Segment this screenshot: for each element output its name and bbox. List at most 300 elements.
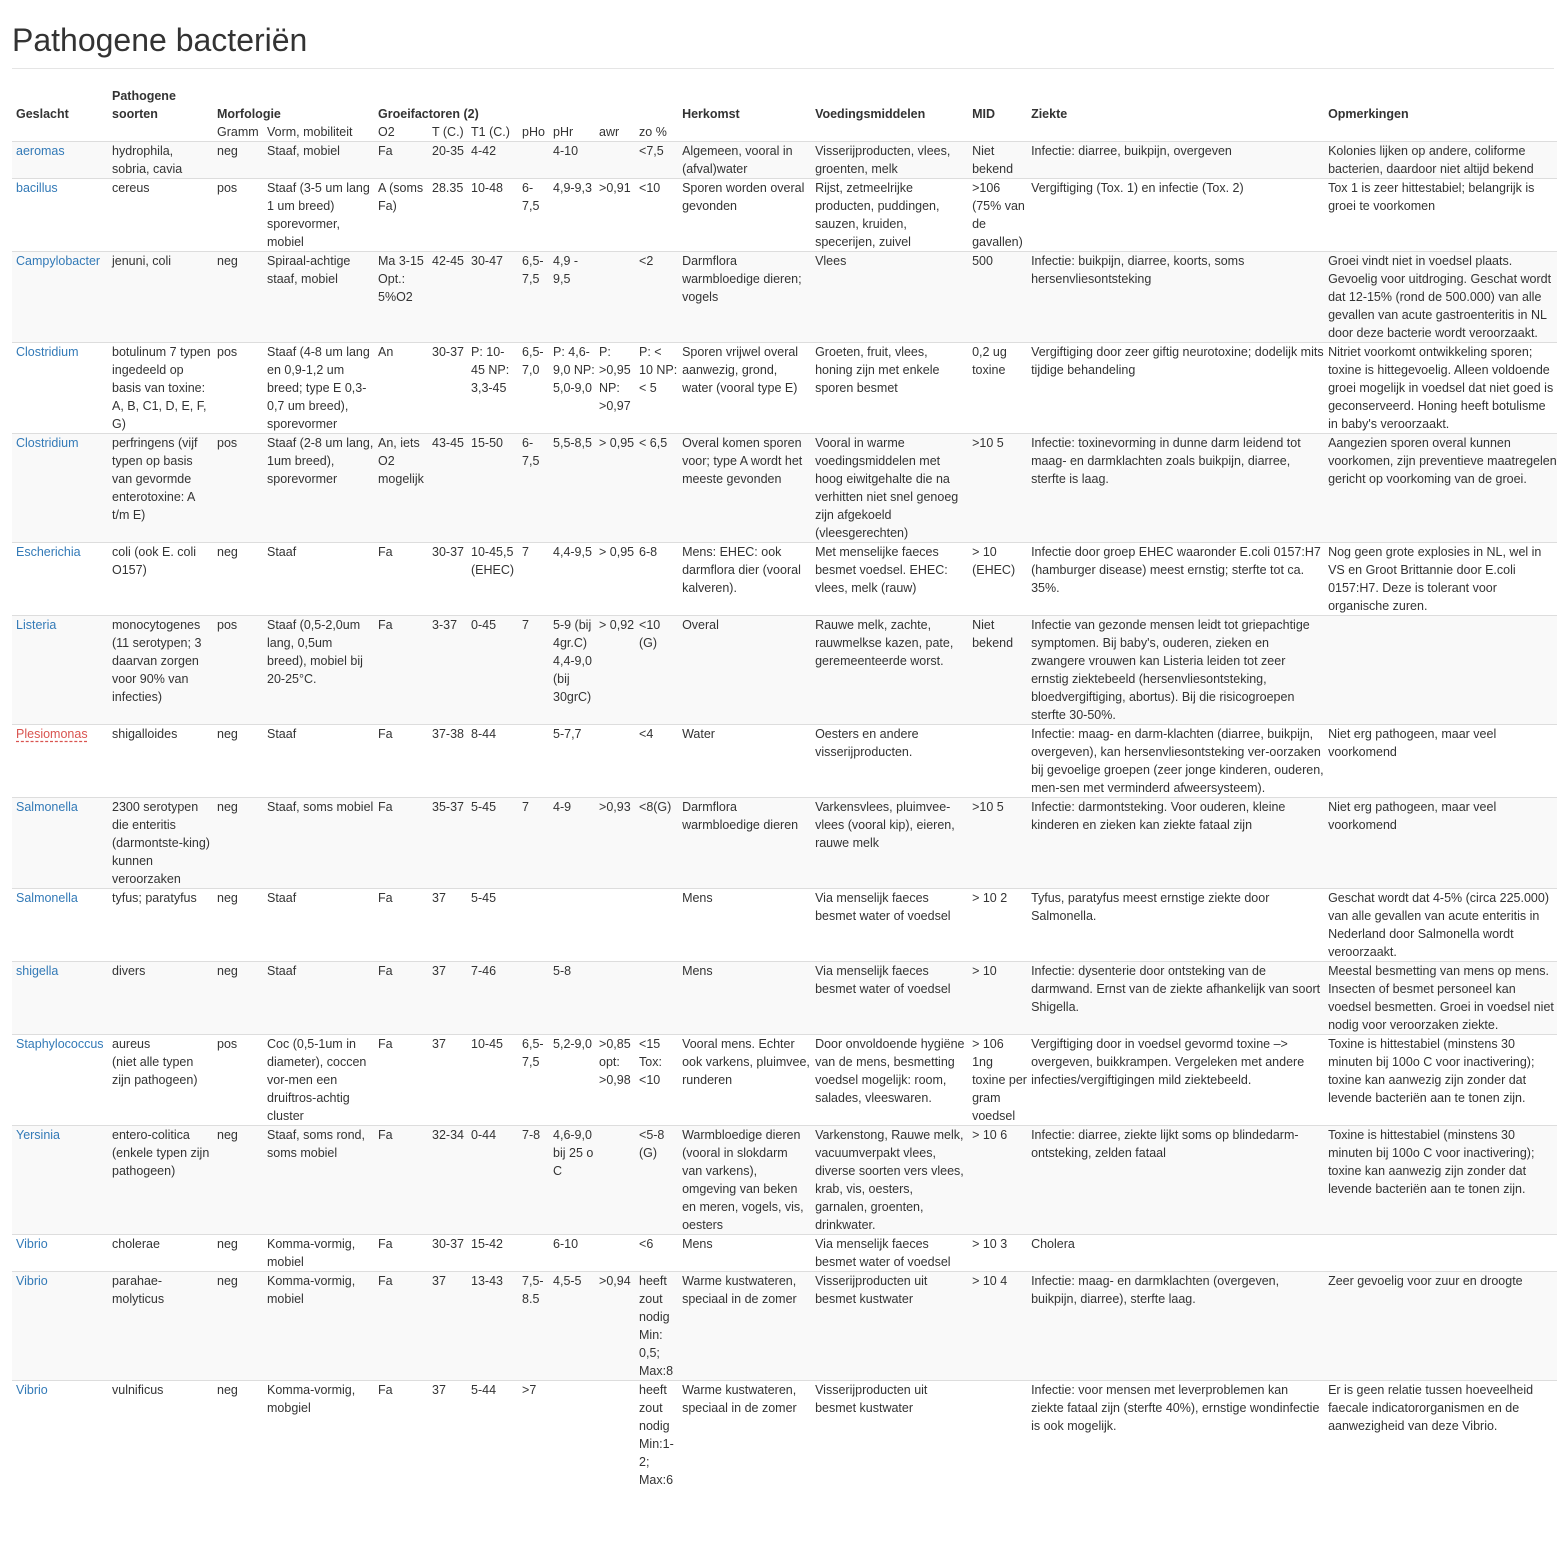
cell-t: 28.35 [432,181,464,195]
table-row [12,1272,1557,1381]
col-herkomst: Herkomst [682,107,740,121]
cell-ziekte: Infectie: diarree, buikpijn, overgeven [1031,144,1232,158]
cell-awr [595,725,635,798]
cell-geslacht [12,1272,108,1381]
cell-phr [549,889,595,962]
cell-awr: >0,91 [599,181,631,195]
cell-ziekte: Infectie: dysenterie door ontsteking van de darmwand. Ernst van de ziekte afhankelijk van soort Shigella. [1031,964,1321,1014]
col-awr: awr [595,123,635,142]
genus-link[interactable]: Staphylococcus [16,1037,104,1051]
cell-gramm: pos [217,181,238,195]
cell-o2: Fa [378,1237,393,1251]
table-row [12,616,1557,725]
cell-voedingsmiddelen: Vooral in warme voedingsmiddelen met hoog eiwitgehalte die na verhitten niet snel genoeg zijn afgekoeld (vleesgerechten) [815,436,959,540]
cell-herkomst: Mens: EHEC: ook darmflora dier (vooral kalveren). [682,545,801,595]
page-title: Pathogene bacteriën [12,22,1554,69]
cell-o2: Fa [378,727,393,741]
cell-soorten: vulnificus [112,1383,164,1397]
cell-voedingsmiddelen: Oesters en andere visserijproducten. [815,727,919,759]
cell-t1: 5-44 [471,1383,497,1397]
cell-herkomst: Warme kustwateren, speciaal in de zomer [682,1274,797,1306]
table-body [12,142,1557,1490]
cell-t1: 10-45,5 (EHEC) [471,545,515,577]
cell-ziekte: Infectie: maag- en darmklachten (overgeven, buikpijn, diarree), sterfte laag. [1031,1274,1280,1306]
cell-herkomst: Overal [682,618,719,632]
cell-mid: >10 5 [972,436,1004,450]
cell-ziekte: Vergiftiging (Tox. 1) en infectie (Tox. 2) [1031,181,1244,195]
cell-t1: 4-42 [471,144,497,158]
cell-t1: 0-45 [471,618,497,632]
cell-awr [595,1381,635,1490]
cell-soorten: tyfus; paratyfus [112,891,197,905]
genus-link[interactable]: Yersinia [16,1128,61,1142]
cell-soorten: jenuni, coli [112,254,172,268]
table-row [12,798,1557,889]
genus-link[interactable]: Salmonella [16,891,78,905]
cell-herkomst: Darmflora warmbloedige dieren [682,800,799,832]
cell-gramm: neg [217,545,238,559]
cell-herkomst: Warmbloedige dieren (vooral in slokdarm van varkens), omgeving van beken en meren, vogels, vis, oesters [682,1128,804,1232]
cell-mid [968,1381,1027,1490]
table-row [12,543,1557,616]
cell-o2: Fa [378,1037,393,1051]
cell-mid: > 10 6 [972,1128,1008,1142]
cell-voedingsmiddelen: Vlees [815,254,847,268]
cell-vorm: Staaf [267,891,297,905]
cell-zo: heeft zout nodig Min:1-2; Max:6 [639,1383,674,1487]
genus-link[interactable]: Vibrio [16,1237,48,1251]
col-phr: pHr [549,123,595,142]
genus-link[interactable]: Campylobacter [16,254,101,268]
cell-awr [595,889,635,962]
cell-herkomst: Darmflora warmbloedige dieren; vogels [682,254,802,304]
cell-t1: 8-44 [471,727,497,741]
cell-o2: Fa [378,800,393,814]
cell-o2: An, iets O2 mogelijk [378,436,424,486]
cell-o2: Fa [378,1383,393,1397]
table-row [12,725,1557,798]
cell-soorten: shigalloides [112,727,178,741]
cell-vorm: Komma-vormig, mobiel [267,1274,356,1306]
cell-phr: 6-10 [553,1237,579,1251]
cell-awr: > 0,95 [599,436,635,450]
cell-t: 20-35 [432,144,464,158]
cell-t1: 0-44 [471,1128,497,1142]
cell-phr: 5,2-9,0 [553,1037,592,1051]
cell-t1: P: 10-45 NP: 3,3-45 [471,345,510,395]
cell-t1: 30-47 [471,254,503,268]
cell-gramm: neg [217,964,238,978]
cell-vorm: Staaf (2-8 um lang, 1um breed), sporevormer [267,436,374,486]
cell-vorm: Staaf [267,545,297,559]
cell-gramm: pos [217,345,238,359]
cell-phr: 4-10 [553,144,579,158]
table-row [12,343,1557,434]
cell-opmerkingen: Niet erg pathogeen, maar veel voorkomend [1328,800,1497,832]
col-t: T (C.) [428,123,467,142]
cell-vorm: Staaf [267,964,297,978]
cell-herkomst: Water [682,727,715,741]
cell-soorten: entero-colitica (enkele typen zijn pathogeen) [112,1128,210,1178]
genus-link[interactable]: Clostridium [16,345,79,359]
cell-soorten: cereus [112,181,150,195]
cell-t: 42-45 [432,254,464,268]
table-row [12,1235,1557,1272]
cell-awr: > 0,95 [599,545,635,559]
cell-t: 30-37 [432,545,464,559]
cell-pho: >7 [522,1383,537,1397]
cell-mid: > 10 3 [972,1237,1008,1251]
cell-awr: >0,94 [599,1274,631,1288]
cell-ziekte: Tyfus, paratyfus meest ernstige ziekte door Salmonella. [1031,891,1270,923]
cell-phr: 5-9 (bij 4gr.C) 4,4-9,0 (bij 30grC) [553,618,592,704]
bacteria-table [12,87,1557,1489]
cell-gramm: pos [217,618,238,632]
cell-ziekte: Vergiftiging door zeer giftig neurotoxine; dodelijk mits tijdige behandeling [1031,345,1324,377]
cell-geslacht [12,343,108,434]
cell-soorten: divers [112,964,146,978]
cell-opmerkingen: Toxine is hittestabiel (minstens 30 minuten bij 100o C voor inactivering); toxine kan aanwezig zijn zonder dat levende bacteriën aan te tonen zijn. [1328,1128,1535,1196]
cell-mid: >10 5 [972,800,1004,814]
cell-t: 37 [432,1037,446,1051]
col-pathogene-soorten: Pathogene soorten [112,89,176,121]
cell-phr: 5-8 [553,964,572,978]
cell-vorm: Komma-vormig, mobgiel [267,1383,356,1415]
cell-ziekte: Cholera [1031,1237,1075,1251]
col-ziekte: Ziekte [1031,107,1068,121]
cell-zo: P: < 10 NP: < 5 [639,345,678,395]
cell-opmerkingen: Geschat wordt dat 4-5% (circa 225.000) van alle gevallen van acute enteritis in Nederland door Salmonella wordt veroorzaakt. [1328,891,1550,959]
cell-geslacht [12,142,108,179]
cell-o2: Fa [378,618,393,632]
cell-gramm: pos [217,436,238,450]
cell-vorm: Staaf (4-8 um lang en 0,9-1,2 um breed; type E 0,3-0,7 um breed), sporevormer [267,345,370,431]
cell-opmerkingen: Toxine is hittestabiel (minstens 30 minuten bij 100o C voor inactivering); toxine kan aanwezig zijn zonder dat levende bacteriën aan te tonen zijn. [1328,1037,1535,1105]
cell-vorm: Staaf, mobiel [267,144,340,158]
cell-opmerkingen: Groei vindt niet in voedsel plaats. Gevoelig voor uitdroging. Geschat wordt dat 12-15% (rond de 500.000) van alle gevallen van acute gastroenteritis in NL door deze bacterie wordt veroorzaakt. [1328,254,1552,340]
cell-vorm: Staaf (3-5 um lang 1 um breed) sporevormer, mobiel [267,181,370,249]
cell-t1: 15-42 [471,1237,503,1251]
cell-zo [635,962,678,1035]
cell-geslacht [12,1381,108,1490]
cell-zo: <10 [639,181,661,195]
cell-vorm: Spiraal-achtige staaf, mobiel [267,254,351,286]
cell-gramm: neg [217,1237,238,1251]
col-zo: zo % [635,123,678,142]
table-row [12,1035,1557,1126]
cell-voedingsmiddelen: Via menselijk faeces besmet water of voedsel [815,964,951,996]
cell-voedingsmiddelen: Via menselijk faeces besmet water of voedsel [815,1237,951,1269]
cell-zo [635,889,678,962]
cell-opmerkingen: Niet erg pathogeen, maar veel voorkomend [1328,727,1497,759]
table-header [12,87,1557,142]
cell-phr: 4,9-9,3 [553,181,592,195]
genus-link[interactable]: Escherichia [16,545,81,559]
cell-phr: 4,9 - 9,5 [553,254,579,286]
cell-pho [518,1235,549,1272]
cell-opmerkingen: Nitriet voorkomt ontwikkeling sporen; toxine is hittegevoelig. Alleen voldoende groei mogelijk in voedsel dat niet goed is geconserveerd. Honing heeft botulisme in baby's veroorzaakt. [1328,345,1554,431]
cell-t1: 10-45 [471,1037,503,1051]
cell-pho: 6,5-7,5 [522,1037,544,1069]
cell-o2: An [378,345,394,359]
cell-gramm: neg [217,254,238,268]
cell-awr [595,962,635,1035]
cell-awr: > 0,92 [599,618,635,632]
cell-herkomst: Vooral mens. Echter ook varkens, pluimvee, runderen [682,1037,810,1087]
cell-voedingsmiddelen: Rijst, zetmeelrijke producten, puddingen, sauzen, kruiden, specerijen, zuivel [815,181,940,249]
cell-pho: 7 [522,545,529,559]
cell-herkomst: Mens [682,964,713,978]
cell-t: 3-37 [432,618,458,632]
cell-pho: 7,5-8.5 [522,1274,544,1306]
cell-o2: Fa [378,964,393,978]
cell-o2: Fa [378,891,393,905]
cell-voedingsmiddelen: Rauwe melk, zachte, rauwmelkse kazen, pate, geremeenteerde worst. [815,618,954,668]
cell-gramm: neg [217,144,238,158]
cell-zo: <15 Tox: <10 [639,1037,662,1087]
cell-zo: <2 [639,254,654,268]
col-pho: pHo [518,123,549,142]
cell-gramm: pos [217,1037,238,1051]
col-geslacht: Geslacht [16,107,69,121]
cell-voedingsmiddelen: Visserijproducten, vlees, groenten, melk [815,144,951,176]
cell-gramm: neg [217,800,238,814]
col-vorm: Vorm, mobiliteit [263,123,374,142]
cell-mid [968,725,1027,798]
cell-opmerkingen: Nog geen grote explosies in NL, wel in VS en Groot Brittannie door E.coli 0157:H7. Deze is tolerant voor organische zuren. [1328,545,1542,613]
cell-herkomst: Sporen vrijwel overal aanwezig, grond, water (vooral type E) [682,345,799,395]
cell-zo: <4 [639,727,654,741]
cell-t: 30-37 [432,345,464,359]
genus-link[interactable]: Plesiomonas [16,727,88,741]
cell-ziekte: Infectie van gezonde mensen leidt tot griepachtige symptomen. Bij baby's, ouderen, zieken en zwangere vrouwen kan Listeria leiden tot zeer ernstig ziektebeeld (hersenvliesontsteking, bloedvergiftiging, abortus). Bij die risicogroepen sterfte 30-50%. [1031,618,1310,722]
cell-voedingsmiddelen: Visserijproducten uit besmet kustwater [815,1274,928,1306]
genus-link[interactable]: Vibrio [16,1383,48,1397]
cell-geslacht [12,179,108,252]
table-row [12,1126,1557,1235]
cell-t: 37 [432,891,446,905]
cell-t1: 10-48 [471,181,503,195]
cell-mid: > 10 4 [972,1274,1008,1288]
cell-pho: 6,5-7,5 [522,254,544,286]
cell-o2: Fa [378,545,393,559]
col-t1: T1 (C.) [467,123,518,142]
cell-geslacht [12,962,108,1035]
page [0,22,1562,1489]
cell-t1: 5-45 [471,891,497,905]
col-groeifactoren: Groeifactoren (2) [378,107,479,121]
cell-phr: P: 4,6-9,0 NP: 5,0-9,0 [553,345,595,395]
cell-soorten: botulinum 7 typen ingedeeld op basis van toxine: A, B, C1, D, E, F, G) [112,345,211,431]
cell-t: 37 [432,1383,446,1397]
cell-geslacht [12,252,108,343]
cell-soorten: cholerae [112,1237,160,1251]
cell-phr: 4-9 [553,800,572,814]
cell-voedingsmiddelen: Met menselijke faeces besmet voedsel. EHEC: vlees, melk (rauw) [815,545,948,595]
cell-pho: 7-8 [522,1128,541,1142]
genus-link[interactable]: Clostridium [16,436,79,450]
genus-link[interactable]: aeromas [16,144,65,158]
cell-t1: 7-46 [471,964,497,978]
col-mid: MID [972,107,995,121]
cell-gramm: neg [217,1274,238,1288]
cell-ziekte: Infectie: diarree, ziekte lijkt soms op blindedarm-ontsteking, zelden fataal [1031,1128,1299,1160]
cell-voedingsmiddelen: Groeten, fruit, vlees, honing zijn met enkele sporen besmet [815,345,940,395]
cell-opmerkingen: Er is geen relatie tussen hoeveelheid faecale indicatororganismen en de aanwezigheid van deze Vibrio. [1328,1383,1534,1433]
table-row [12,889,1557,962]
cell-zo: <10 (G) [639,618,661,650]
cell-soorten: parahae-molyticus [112,1274,165,1306]
cell-t: 35-37 [432,800,464,814]
cell-pho: 6,5-7,0 [522,345,544,377]
cell-voedingsmiddelen: Varkenstong, Rauwe melk, vacuumverpakt vlees, diverse soorten vers vlees, krab, vis, oesters, garnalen, groenten, drinkwater. [815,1128,964,1232]
cell-phr: 5,5-8,5 [553,436,592,450]
cell-soorten: perfringens (vijf typen op basis van gevormde enterotoxine: A t/m E) [112,436,198,522]
cell-awr [595,142,635,179]
cell-mid: >106 (75% van de gavallen) [972,181,1025,249]
cell-pho: 7 [522,800,529,814]
cell-ziekte: Vergiftiging door in voedsel gevormd toxine –> overgeven, buikkrampen. Vergeleken met andere infecties/vergiftigingen mild ziektebeeld. [1031,1037,1305,1087]
cell-zo: <6 [639,1237,654,1251]
cell-ziekte: Infectie: maag- en darm-klachten (diarree, buikpijn, overgeven), kan hersenvliesontsteking ver-oorzaken bij gevoelige groepen (zeer jonge kinderen, ouderen, men-sen met verminderd afweersysteem). [1031,727,1324,795]
cell-herkomst: Algemeen, vooral in (afval)water [682,144,793,176]
cell-voedingsmiddelen: Visserijproducten uit besmet kustwater [815,1383,928,1415]
cell-pho: 6-7,5 [522,436,540,468]
cell-phr: 4,4-9,5 [553,545,592,559]
col-opmerkingen: Opmerkingen [1328,107,1409,121]
cell-phr: 4,6-9,0 bij 25 o C [553,1128,594,1178]
cell-geslacht [12,798,108,889]
cell-herkomst: Overal komen sporen voor; type A wordt het meeste gevonden [682,436,803,486]
cell-t: 30-37 [432,1237,464,1251]
cell-awr: >0,93 [599,800,631,814]
cell-opmerkingen [1324,616,1557,725]
cell-geslacht [12,1126,108,1235]
cell-soorten: hydrophila, sobria, cavia [112,144,183,176]
cell-pho [518,962,549,1035]
cell-zo: <8(G) [639,800,672,814]
genus-link[interactable]: Listeria [16,618,57,632]
cell-geslacht [12,616,108,725]
cell-geslacht [12,434,108,543]
table-row [12,434,1557,543]
cell-t: 37-38 [432,727,464,741]
cell-voedingsmiddelen: Door onvoldoende hygiëne van de mens, besmetting voedsel mogelijk: room, salades, vleeswaren. [815,1037,965,1105]
cell-ziekte: Infectie: voor mensen met leverproblemen kan ziekte fataal zijn (sterfte 40%), ernstige wondinfectie is ook mogelijk. [1031,1383,1320,1433]
cell-vorm: Staaf (0,5-2,0um lang, 0,5um breed), mobiel bij 20-25°C. [267,618,363,686]
cell-herkomst: Mens [682,1237,713,1251]
cell-vorm: Coc (0,5-1um in diameter), coccen vor-men een druiftros-achtig cluster [267,1037,367,1123]
cell-awr [595,1235,635,1272]
cell-t1: 13-43 [471,1274,503,1288]
col-voedingsmiddelen: Voedingsmiddelen [815,107,926,121]
cell-opmerkingen: Aangezien sporen overal kunnen voorkomen, zijn preventieve maatregelen gericht op voorkoming van de groei. [1328,436,1557,486]
cell-mid: > 10 [972,964,997,978]
cell-mid: Niet bekend [972,618,1014,650]
cell-pho: 7 [522,618,529,632]
genus-link[interactable]: shigella [16,964,59,978]
cell-t: 37 [432,964,446,978]
cell-soorten: 2300 serotypen die enteritis (darmontste-king) kunnen veroorzaken [112,800,210,886]
cell-gramm: neg [217,727,238,741]
col-o2: O2 [374,123,428,142]
genus-link[interactable]: Salmonella [16,800,78,814]
cell-o2: Fa [378,1128,393,1142]
col-gramm: Gramm [213,123,263,142]
cell-herkomst: Sporen worden overal gevonden [682,181,805,213]
cell-pho [518,142,549,179]
genus-link[interactable]: bacillus [16,181,58,195]
cell-ziekte: Infectie door groep EHEC waaronder E.coli 0157:H7 (hamburger disease) meest ernstig; sterfte tot ca. 35%. [1031,545,1321,595]
cell-soorten: monocytogenes (11 serotypen; 3 daarvan zorgen voor 90% van infecties) [112,618,202,704]
cell-zo: heeft zout nodig Min: 0,5; Max:8 [639,1274,674,1378]
cell-awr: >0,85 opt: >0,98 [599,1037,631,1087]
cell-voedingsmiddelen: Via menselijk faeces besmet water of voedsel [815,891,951,923]
cell-opmerkingen: Zeer gevoelig voor zuur en droogte [1328,1274,1523,1288]
cell-mid: > 106 1ng toxine per gram voedsel [972,1037,1027,1123]
cell-pho [518,725,549,798]
cell-mid: Niet bekend [972,144,1014,176]
cell-awr [595,1126,635,1235]
cell-ziekte: Infectie: buikpijn, diarree, koorts, soms hersenvliesontsteking [1031,254,1245,286]
cell-pho [518,889,549,962]
cell-opmerkingen: Kolonies lijken op andere, coliforme bacterien, daardoor niet altijd bekend [1328,144,1534,176]
cell-herkomst: Warme kustwateren, speciaal in de zomer [682,1383,797,1415]
cell-phr: 5-7,7 [553,727,582,741]
genus-link[interactable]: Vibrio [16,1274,48,1288]
cell-t1: 5-45 [471,800,497,814]
cell-o2: A (soms Fa) [378,181,424,213]
table-row [12,179,1557,252]
cell-phr: 4,5-5 [553,1274,582,1288]
cell-ziekte: Infectie: darmontsteking. Voor ouderen, kleine kinderen en zieken kan ziekte fataal zijn [1031,800,1286,832]
cell-opmerkingen [1324,1235,1557,1272]
cell-awr: P: >0,95 NP: >0,97 [599,345,631,413]
cell-soorten: aureus (niet alle typen zijn pathogeen) [112,1037,198,1087]
cell-gramm: neg [217,1128,238,1142]
cell-vorm: Staaf, soms mobiel [267,800,374,814]
cell-vorm: Staaf, soms rond, soms mobiel [267,1128,365,1160]
cell-voedingsmiddelen: Varkensvlees, pluimvee-vlees (vooral kip), eieren, rauwe melk [815,800,955,850]
cell-opmerkingen: Meestal besmetting van mens op mens. Insecten of besmet personeel kan voedsel besmetten. Groei in voedsel niet nodig voor veroorzaken ziekte. [1328,964,1554,1032]
cell-awr [595,252,635,343]
cell-ziekte: Infectie: toxinevorming in dunne darm leidend tot maag- en darmklachten zoals buikpijn, diarree, sterfte is laag. [1031,436,1301,486]
cell-t: 37 [432,1274,446,1288]
table-row [12,142,1557,179]
cell-vorm: Komma-vormig, mobiel [267,1237,356,1269]
cell-geslacht [12,543,108,616]
cell-o2: Ma 3-15 Opt.: 5%O2 [378,254,424,304]
cell-zo: 6-8 [639,545,658,559]
cell-gramm: neg [217,1383,238,1397]
cell-t1: 15-50 [471,436,503,450]
cell-vorm: Staaf [267,727,297,741]
cell-soorten: coli (ook E. coli O157) [112,545,197,577]
cell-opmerkingen: Tox 1 is zeer hittestabiel; belangrijk is groei te voorkomen [1328,181,1535,213]
cell-geslacht [12,1235,108,1272]
col-morfologie: Morfologie [217,107,281,121]
cell-zo: <7,5 [639,144,664,158]
table-row [12,252,1557,343]
cell-mid: > 10 (EHEC) [972,545,1016,577]
cell-t: 43-45 [432,436,464,450]
table-row [12,1381,1557,1490]
cell-zo: < 6,5 [639,436,668,450]
cell-o2: Fa [378,144,393,158]
cell-pho: 6-7,5 [522,181,540,213]
cell-mid: 0,2 ug toxine [972,345,1007,377]
cell-geslacht [12,725,108,798]
